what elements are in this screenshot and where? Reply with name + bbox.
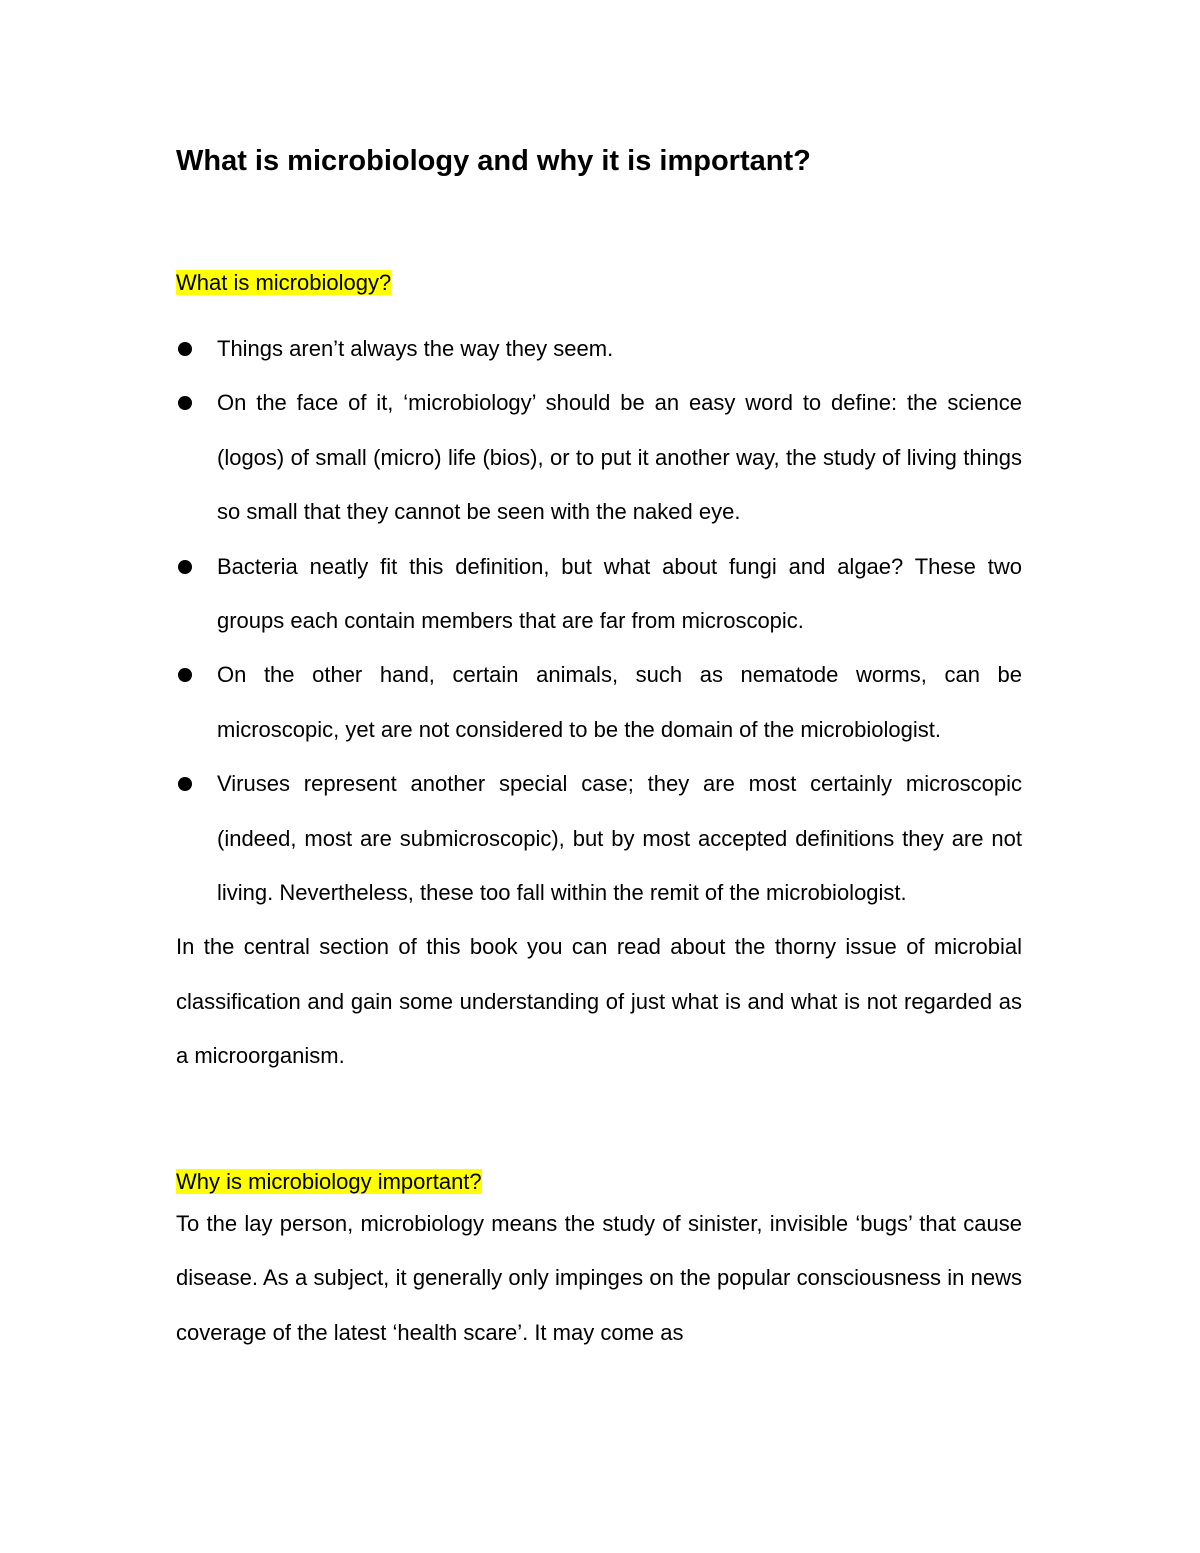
bullet-list	[176, 322, 1022, 920]
list-item-text: Things aren’t always the way they seem.	[217, 336, 614, 361]
list-item-text: Bacteria neatly fit this definition, but what about fungi and algae? These two groups each contain members that are far from microscopic.	[217, 553, 1022, 634]
list-item	[176, 757, 1022, 920]
section-heading-why-important	[176, 1167, 1022, 1197]
list-item-text: Viruses represent another special case; they are most certainly microscopic (indeed, most are submicroscopic), but by most accepted definitions they are not living. Nevertheless, these too fall within the remit of the microbiologist.	[217, 771, 1022, 906]
document-content	[176, 138, 1022, 1360]
bullet-icon	[178, 396, 192, 410]
paragraph-lay-person: To the lay person, microbiology means the study of sinister, invisible ‘bugs’ that cause disease. As a subject, it generally only impinges on the popular consciousness in news coverage of the latest ‘health scare’. It may come as	[176, 1210, 1022, 1345]
highlighted-heading-text: Why is microbiology important?	[176, 1168, 482, 1194]
highlighted-heading-text: What is microbiology?	[176, 270, 392, 295]
list-item-text: On the face of it, ‘microbiology’ should be an easy word to define: the science (logos) of small (micro) life (bios), or to put it another way, the study of living things so small that they cannot be seen with the naked eye.	[217, 390, 1022, 525]
paragraph-classification: In the central section of this book you can read about the thorny issue of microbial classification and gain some understanding of just what is and what is not regarded as a microorganism.	[176, 934, 1022, 1069]
bullet-icon	[178, 777, 192, 791]
bullet-icon	[178, 560, 192, 574]
list-item	[176, 540, 1022, 649]
document-title: What is microbiology and why it is important?	[176, 145, 811, 177]
list-item	[176, 322, 1022, 376]
list-item	[176, 648, 1022, 757]
section-heading-what-is-microbiology	[176, 268, 1022, 298]
bullet-icon	[178, 668, 192, 682]
bullet-icon	[178, 342, 192, 356]
list-item	[176, 376, 1022, 539]
list-item-text: On the other hand, certain animals, such as nematode worms, can be microscopic, yet are not considered to be the domain of the microbiologist.	[217, 662, 1022, 742]
